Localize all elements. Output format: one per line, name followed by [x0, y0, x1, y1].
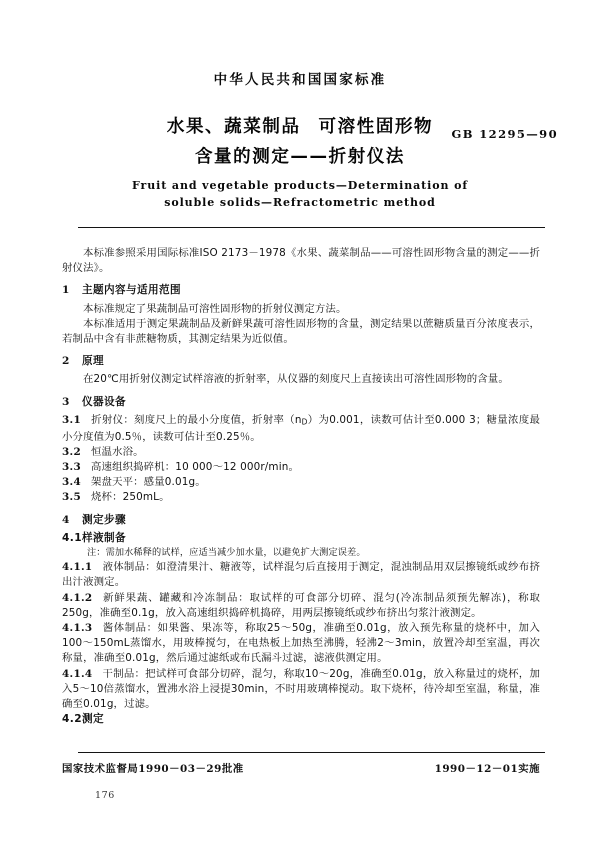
clause-number-3-4: 3.4 [62, 476, 81, 489]
clause-text-4-1-2: 新鲜果蔬、罐藏和冷冻制品：取试样的可食部分切碎、混匀(冷冻制品须预先解冻)，称取250g，准确至0.1g，放入高速组织捣碎机捣碎，用两层擦镜纸或纱布挤出匀浆汁液测定。 [62, 591, 540, 619]
section-heading-3 [62, 395, 540, 410]
clause-text-4-1-4: 干制品：把试样可食部分切碎，混匀，称取10～20g，准确至0.01g，放入称量过的烧杯，加入5～10倍蒸馏水，置沸水浴上浸提30min，不时用玻璃棒搅动。取下烧杯，待冷却至室温，称量，准确至0.01g，过滤。 [62, 667, 540, 710]
clause-number-4-1-1: 4.1.1 [62, 561, 93, 574]
clause-3-2 [62, 445, 540, 460]
english-title-line-1: Fruit and vegetable products—Determination of [132, 179, 468, 192]
clause-number-3-3: 3.3 [62, 461, 81, 474]
section-2-paragraph-1: 在20℃用折射仪测定试样溶液的折射率，从仪器的刻度尺上直接读出可溶性固形物的含量。 [83, 373, 509, 386]
masthead [0, 68, 600, 88]
clause-text-3-4: 架盘天平：感量0.01g。 [90, 476, 206, 489]
clause-heading-4-1 [62, 531, 540, 546]
title-block [0, 112, 600, 172]
english-title-line-2: soluble solids—Refractometric method [164, 196, 436, 209]
clause-text-3-1-after: ）为0.001，读数可估计至0.000 3；糖量浓度最小分度值为0.5％，读数可估计至0.25％。 [62, 413, 540, 443]
section-1-paragraph-1: 本标准规定了果蔬制品可溶性固形物的折射仪测定方法。 [83, 302, 347, 315]
clause-number-3-5: 3.5 [62, 491, 81, 504]
refractive-index-subscript: D [301, 417, 308, 427]
clause-number-3-1: 3.1 [62, 413, 81, 426]
section-1-paragraph-2: 本标准适用于测定果蔬制品及新鲜果蔬可溶性固形物的含量，测定结果以蔗糖质量百分浓度表示，若制品中含有非蔗糖物质，其测定结果为近似值。 [62, 317, 540, 346]
clause-3-3 [62, 460, 540, 475]
clause-4-1-3 [62, 621, 540, 667]
clause-4-1-4 [62, 667, 540, 713]
clause-text-4-1-3: 酱体制品：如果酱、果冻等，称取25～50g，准确至0.01g，放入预先称量的烧杯中，加入100～150mL蒸馏水，用玻棒搅匀，在电热板上加热至沸腾，轻沸2～3min，放置冷却至室温，再次称量，准确至0.01g，然后通过滤纸或布氏漏斗过滤，滤液供测定用。 [62, 621, 540, 665]
page-number: 176 [95, 790, 115, 801]
clause-text-3-2: 恒温水浴。 [90, 445, 144, 458]
section-heading-4 [62, 513, 540, 528]
clause-text-4-1-1: 液体制品：如澄清果汁、糖液等，试样混匀后直接用于测定，混浊制品用双层擦镜纸或纱布挤出汁液测定。 [62, 561, 540, 589]
clause-3-1 [62, 413, 540, 445]
clause-heading-4-2 [62, 712, 540, 727]
clause-title-4-2: 测定 [81, 713, 104, 726]
clause-number-4-1-3: 4.1.3 [62, 621, 93, 634]
clause-4-1-note: 注：需加水稀释的试样，应适当减少加水量，以避免扩大测定误差。 [87, 547, 366, 559]
clause-number-4-2: 4.2 [62, 713, 82, 726]
document-footer [62, 760, 540, 775]
clause-number-4-1-2: 4.1.2 [62, 591, 93, 604]
clause-4-1-1 [62, 560, 540, 590]
clause-number-4-1: 4.1 [62, 531, 82, 544]
title-object: 可溶性固形物 [318, 117, 434, 137]
section-heading-2 [62, 354, 540, 369]
section-title-2: 原理 [82, 355, 104, 368]
clause-title-4-1: 样液制备 [81, 531, 126, 544]
section-number-3: 3 [62, 395, 70, 408]
section-title-3: 仪器设备 [82, 395, 126, 408]
footer-divider-rule [78, 752, 545, 753]
standard-code: GB 12295—90 [451, 127, 558, 141]
section-number-1: 1 [62, 284, 70, 297]
clause-text-3-3: 高速组织捣碎机：10 000～12 000r/min。 [90, 461, 300, 474]
document-body [62, 236, 540, 727]
clause-3-4 [62, 475, 540, 490]
national-standard-line: 中华人民共和国国家标准 [213, 72, 387, 88]
english-title [0, 177, 600, 211]
header-divider-rule [78, 227, 545, 228]
section-number-4: 4 [62, 513, 70, 526]
section-title-4: 测定步骤 [82, 513, 126, 526]
implementation-statement: 1990－12－01实施 [434, 763, 540, 775]
intro-paragraph: 本标准参照采用国际标准ISO 2173－1978《水果、蔬菜制品——可溶性固形物含量的测定——折射仪法》。 [62, 247, 540, 275]
clause-number-3-2: 3.2 [62, 445, 81, 458]
clause-text-3-1-before: 折射仪：刻度尺上的最小分度值，折射率（n [90, 413, 302, 426]
clause-3-5 [62, 490, 540, 505]
title-line-2: 含量的测定——折射仪法 [194, 147, 406, 167]
clause-4-1-2 [62, 591, 540, 621]
section-number-2: 2 [62, 355, 70, 368]
title-subject: 水果、蔬菜制品 [166, 117, 301, 137]
clause-text-3-5: 烧杯：250mL。 [90, 491, 170, 504]
section-title-1: 主题内容与适用范围 [82, 284, 181, 297]
section-heading-1 [62, 283, 540, 298]
approval-statement: 国家技术监督局1990－03－29批准 [62, 763, 244, 775]
clause-number-4-1-4: 4.1.4 [62, 667, 93, 680]
